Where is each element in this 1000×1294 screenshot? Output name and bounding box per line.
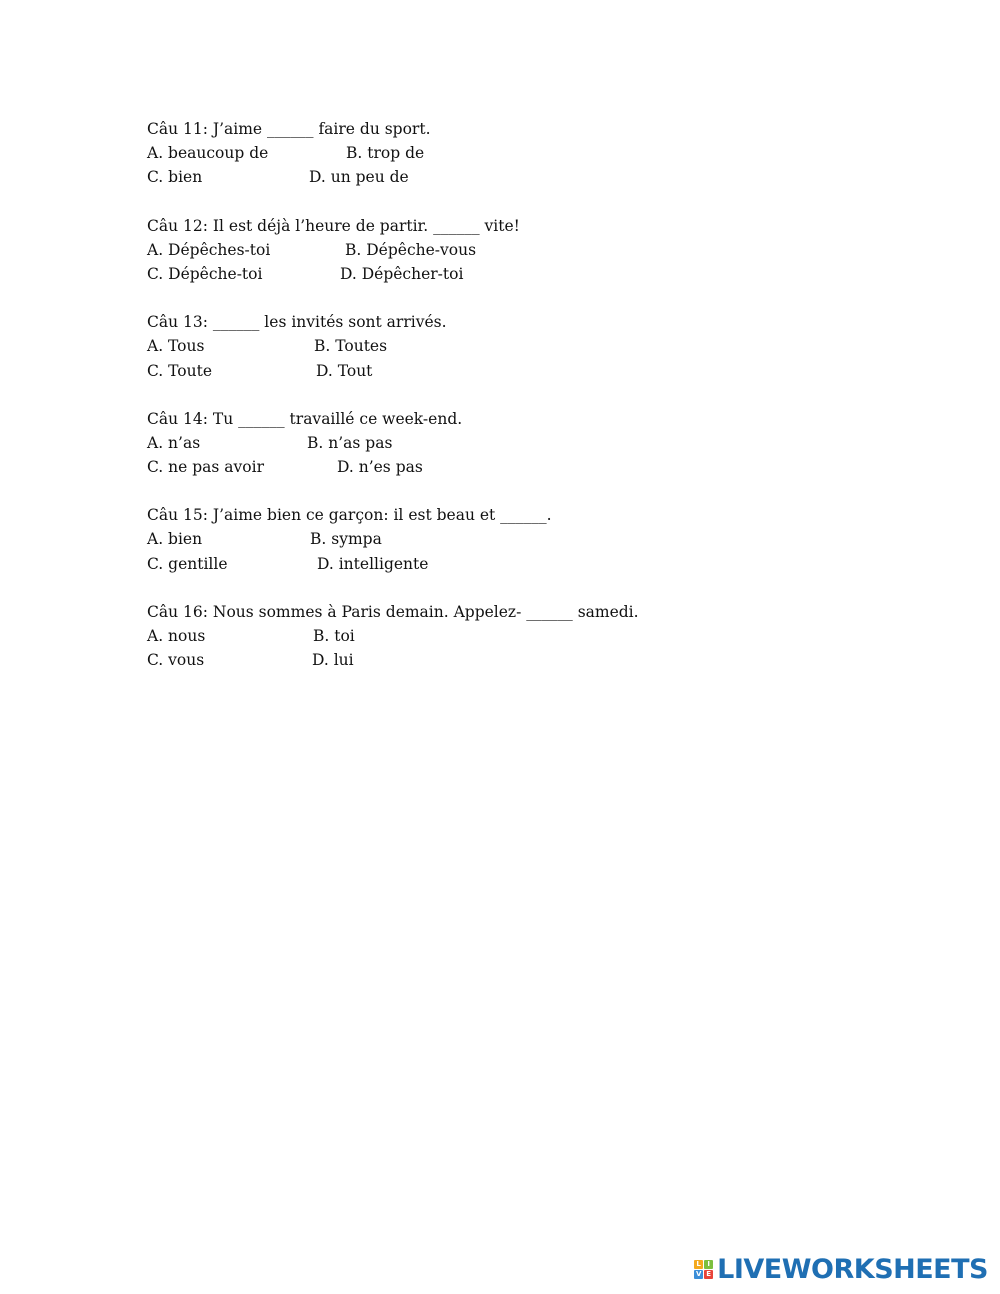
option-d: D. un peu de (309, 168, 409, 187)
options-row-1 (147, 527, 907, 551)
logo-square-i: I (704, 1260, 713, 1269)
question-12 (147, 214, 907, 287)
option-c: C. bien (147, 168, 203, 187)
question-14 (147, 407, 907, 480)
option-a: A. beaucoup de (147, 144, 269, 163)
question-16 (147, 600, 907, 673)
option-a: A. Tous (147, 337, 205, 356)
options-row-2 (147, 165, 907, 189)
option-d: D. Dépêcher-toi (340, 264, 464, 283)
option-b: B. Dépêche-vous (345, 240, 477, 259)
question-15 (147, 503, 907, 576)
question-stem: Câu 11: J’aime ______ faire du sport. (147, 120, 431, 138)
option-a: A. n’as (147, 433, 201, 452)
option-d: D. Tout (316, 361, 373, 380)
logo-square-l: L (694, 1260, 703, 1269)
logo-squares-icon (694, 1260, 713, 1279)
option-c: C. vous (147, 651, 205, 670)
option-c: C. ne pas avoir (147, 458, 264, 477)
option-b: B. trop de (346, 144, 425, 163)
option-a: A. Dépêches-toi (147, 240, 271, 259)
option-d: D. lui (312, 651, 354, 670)
liveworksheets-logo[interactable] (694, 1254, 988, 1284)
question-stem: Câu 14: Tu ______ travaillé ce week-end. (147, 409, 463, 428)
question-11 (147, 117, 907, 190)
question-stem: Câu 16: Nous sommes à Paris demain. Appelez- ______ samedi. (147, 602, 639, 621)
options-row-2 (147, 455, 907, 479)
option-b: B. n’as pas (307, 433, 393, 452)
option-c: C. gentille (147, 554, 228, 573)
option-b: B. toi (313, 627, 355, 645)
option-c: C. Dépêche-toi (147, 264, 263, 283)
option-c: C. Toute (147, 361, 213, 380)
options-row-2 (147, 262, 907, 286)
options-row-2 (147, 359, 907, 383)
option-a: A. nous (147, 627, 206, 645)
worksheet-content (147, 117, 907, 696)
logo-wordmark: LIVEWORKSHEETS (717, 1253, 988, 1285)
options-row-1 (147, 624, 907, 648)
options-row-2 (147, 648, 907, 672)
option-b: B. sympa (310, 530, 382, 549)
logo-square-v: V (695, 1269, 702, 1278)
question-stem: Câu 13: ______ les invités sont arrivés. (147, 313, 447, 332)
option-d: D. intelligente (317, 554, 429, 573)
options-row-1 (147, 238, 907, 262)
option-a: A. bien (147, 530, 203, 549)
question-stem: Câu 12: Il est déjà l’heure de partir. ______ vite! (147, 216, 520, 235)
options-row-1 (147, 431, 907, 455)
option-b: B. Toutes (314, 337, 388, 356)
options-row-1 (147, 141, 907, 165)
question-13 (147, 310, 907, 383)
logo-square-e: E (704, 1270, 713, 1279)
option-d: D. n’es pas (337, 458, 423, 477)
options-row-1 (147, 334, 907, 358)
options-row-2 (147, 552, 907, 576)
question-stem: Câu 15: J’aime bien ce garçon: il est beau et ______. (147, 506, 552, 525)
